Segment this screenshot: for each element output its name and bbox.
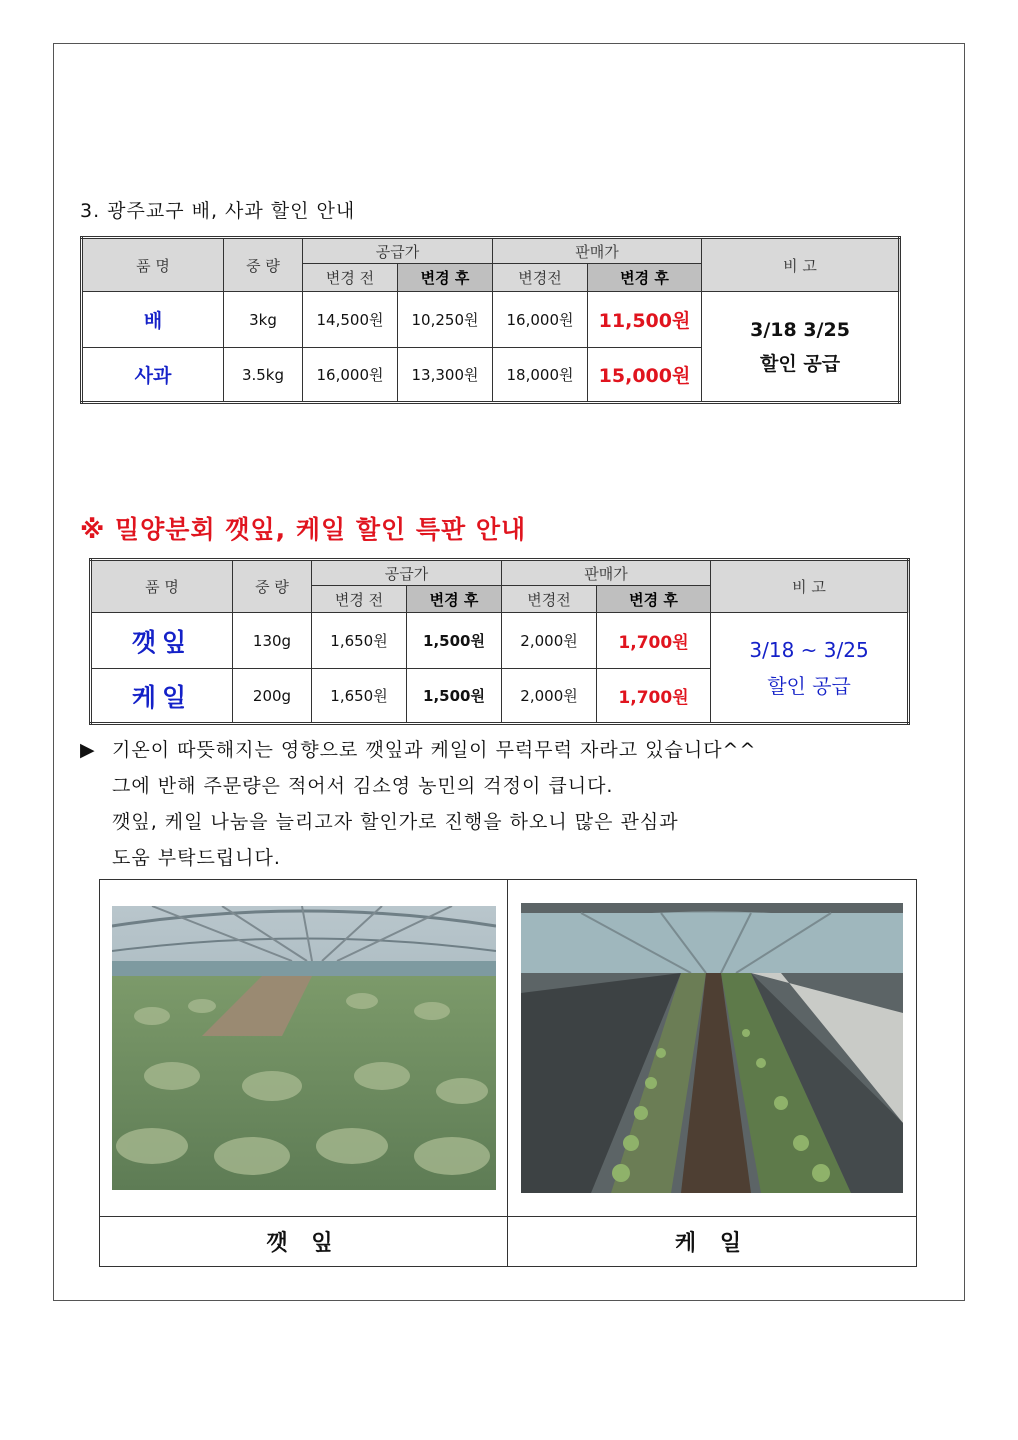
table-row — [82, 292, 900, 348]
desc-line-2: 그에 반해 주문량은 적어서 김소영 농민의 걱정이 큽니다. — [112, 775, 614, 797]
sale-before: 2,000원 — [502, 613, 597, 669]
note-period: 3/18 3/25 — [750, 318, 850, 341]
kale-caption: 케 일 — [508, 1217, 917, 1267]
kale-photo-cell — [508, 880, 917, 1217]
header-sale-after: 변경 후 — [588, 264, 702, 292]
desc-line-3: 깻잎, 케일 나눔을 늘리고자 할인가로 진행을 하오니 많은 관심과 — [112, 811, 679, 833]
item-name: 사과 — [82, 348, 224, 403]
header-supply-before: 변경 전 — [303, 264, 398, 292]
supply-after: 10,250원 — [398, 292, 493, 348]
sale-after: 1,700원 — [597, 669, 711, 724]
header-weight: 중 량 — [224, 238, 303, 292]
sale-before: 18,000원 — [493, 348, 588, 403]
item-weight: 130g — [233, 613, 312, 669]
perilla-photo-cell — [100, 880, 508, 1217]
item-name: 깻잎 — [91, 613, 233, 669]
perilla-caption: 깻 잎 — [100, 1217, 508, 1267]
pear-apple-price-table — [80, 236, 901, 404]
perilla-kale-price-table — [89, 558, 910, 725]
sale-before: 2,000원 — [502, 669, 597, 724]
header-supply-before: 변경 전 — [312, 586, 407, 613]
header-supply: 공급가 — [312, 560, 502, 586]
description — [80, 732, 756, 876]
header-supply: 공급가 — [303, 238, 493, 264]
supply-before: 14,500원 — [303, 292, 398, 348]
supply-before: 1,650원 — [312, 613, 407, 669]
header-item: 품 명 — [91, 560, 233, 613]
desc-line-4: 도움 부탁드립니다. — [112, 847, 281, 869]
header-sale: 판매가 — [493, 238, 702, 264]
note-cell — [711, 613, 909, 724]
note-period: 3/18 ~ 3/25 — [749, 637, 869, 662]
header-sale: 판매가 — [502, 560, 711, 586]
header-item: 품 명 — [82, 238, 224, 292]
sale-before: 16,000원 — [493, 292, 588, 348]
note-text: 할인 공급 — [767, 673, 851, 698]
kale-greenhouse-photo — [521, 903, 903, 1193]
table-row — [91, 613, 909, 669]
note-text: 할인 공급 — [760, 352, 841, 375]
sale-after: 15,000원 — [588, 348, 702, 403]
bullet-icon: ▶ — [80, 739, 96, 761]
header-sale-after: 변경 후 — [597, 586, 711, 613]
supply-before: 16,000원 — [303, 348, 398, 403]
header-weight: 중 량 — [233, 560, 312, 613]
item-name: 케일 — [91, 669, 233, 724]
supply-after: 1,500원 — [407, 669, 502, 724]
supply-before: 1,650원 — [312, 669, 407, 724]
header-supply-after: 변경 후 — [398, 264, 493, 292]
supply-after: 1,500원 — [407, 613, 502, 669]
section3-title: 3. 광주교구 배, 사과 할인 안내 — [80, 200, 356, 222]
item-weight: 200g — [233, 669, 312, 724]
header-note: 비 고 — [711, 560, 909, 613]
header-note: 비 고 — [702, 238, 900, 292]
header-sale-before: 변경전 — [502, 586, 597, 613]
sale-after: 1,700원 — [597, 613, 711, 669]
note-cell — [702, 292, 900, 403]
item-weight: 3kg — [224, 292, 303, 348]
supply-after: 13,300원 — [398, 348, 493, 403]
sale-after: 11,500원 — [588, 292, 702, 348]
item-name: 배 — [82, 292, 224, 348]
header-sale-before: 변경전 — [493, 264, 588, 292]
header-supply-after: 변경 후 — [407, 586, 502, 613]
desc-line-1: 기온이 따뜻해지는 영향으로 깻잎과 케일이 무럭무럭 자라고 있습니다^^ — [112, 739, 757, 761]
perilla-greenhouse-photo — [112, 906, 496, 1190]
item-weight: 3.5kg — [224, 348, 303, 403]
photo-table — [99, 879, 917, 1267]
special-sale-title: ※ 밀양분회 깻잎, 케일 할인 특판 안내 — [80, 515, 527, 544]
